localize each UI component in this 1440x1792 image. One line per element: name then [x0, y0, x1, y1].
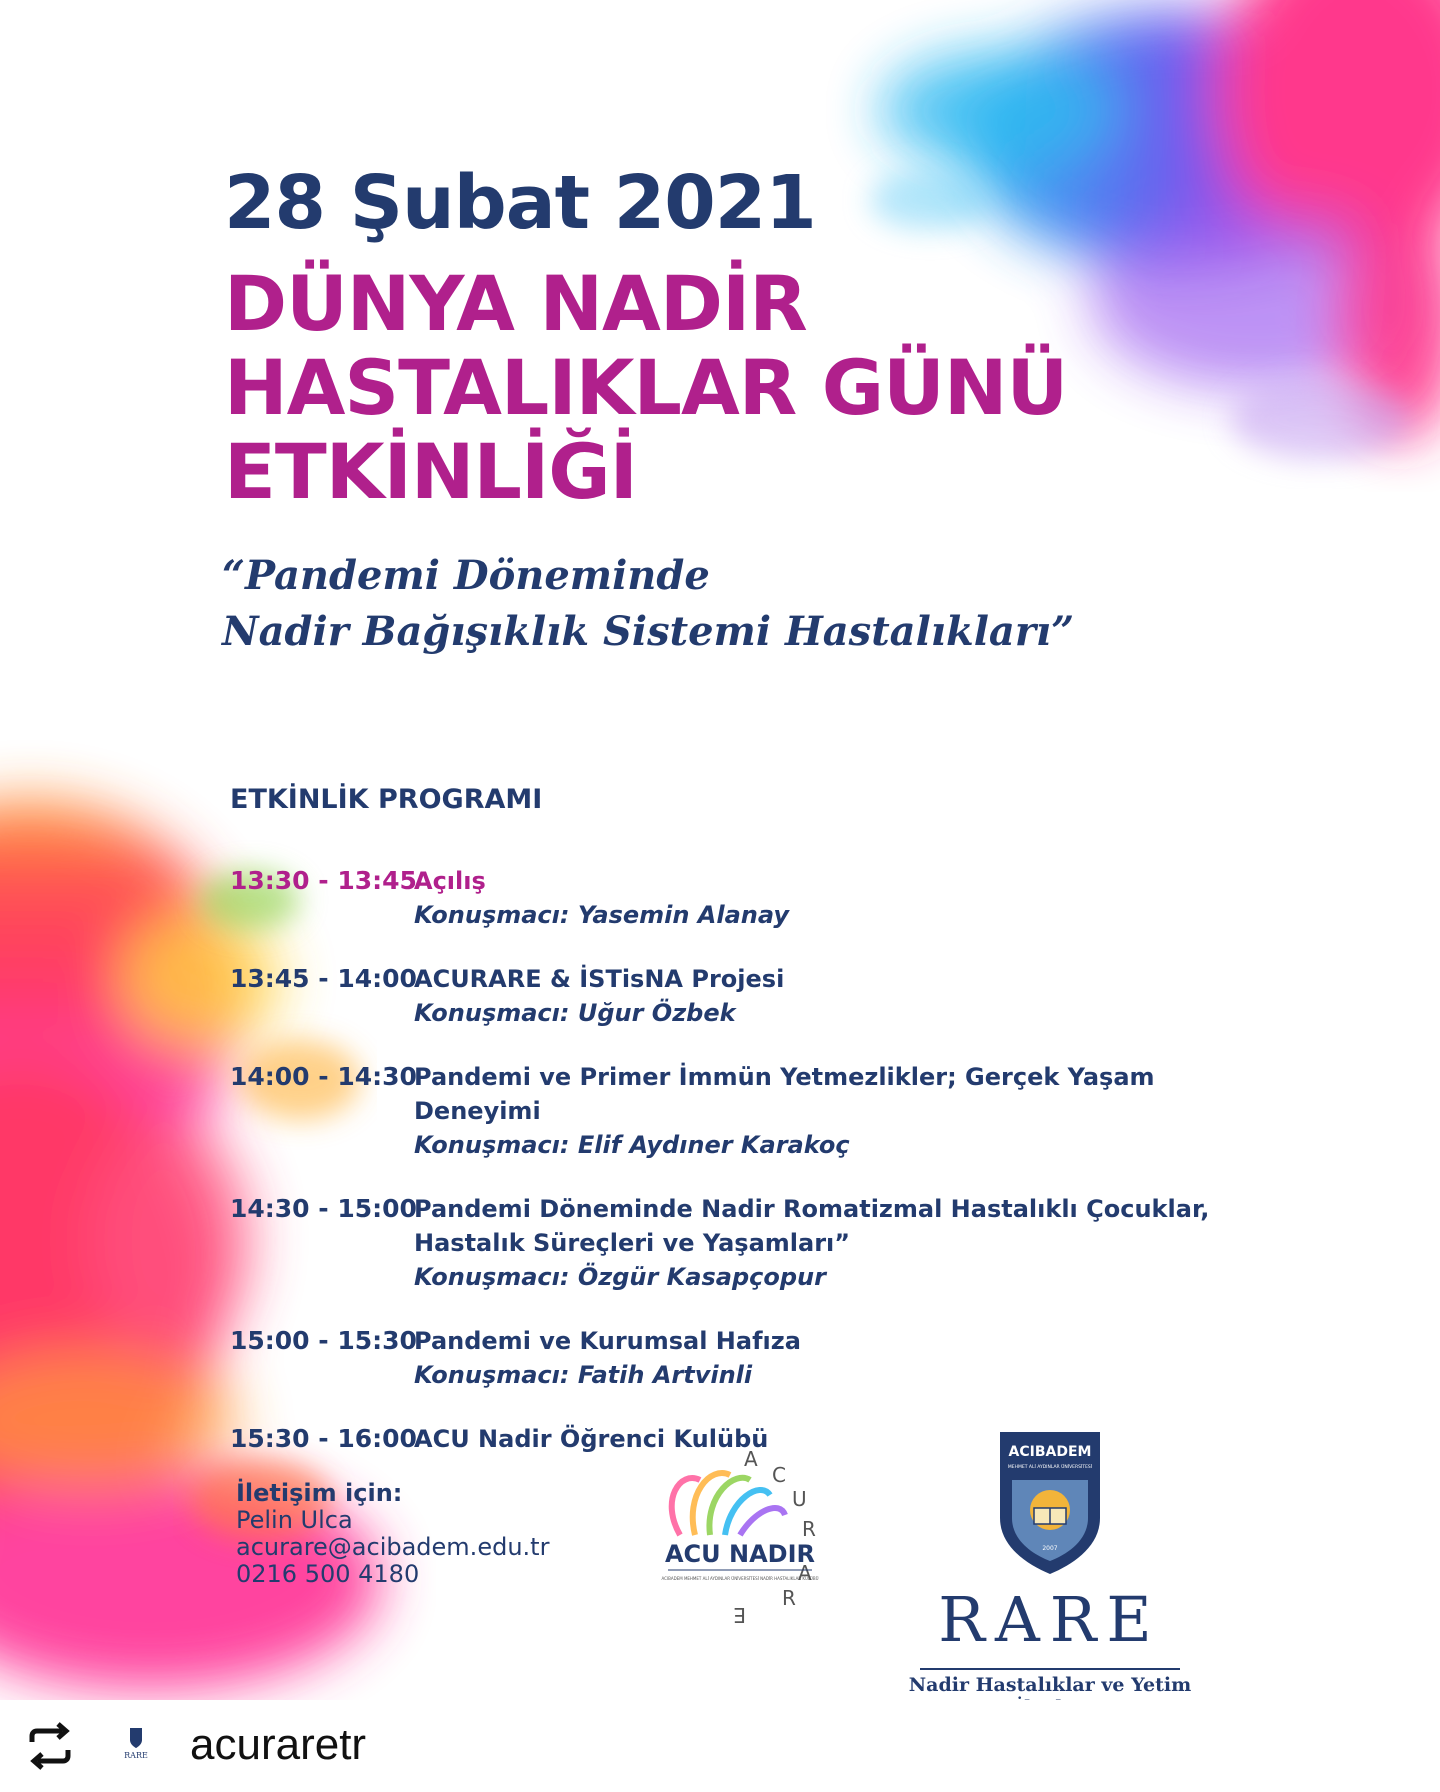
rare-logo: [880, 1428, 1220, 1708]
program-speaker: Konuşmacı: Elif Aydıner Karakoç: [414, 1131, 850, 1159]
shield-text: ACIBADEM: [1008, 1444, 1092, 1460]
program-speaker: Konuşmacı: Fatih Artvinli: [414, 1361, 753, 1389]
program-topic: Pandemi ve Kurumsal Hafıza: [414, 1327, 801, 1355]
username[interactable]: acuraretr: [190, 1720, 367, 1769]
repost-icon[interactable]: [24, 1722, 76, 1770]
acu-ring-letter: A: [744, 1447, 758, 1471]
program-topic: Açılış: [414, 867, 486, 895]
event-title-line: ETKİNLİĞİ: [224, 427, 637, 516]
contact-email: acurare@acibadem.edu.tr: [236, 1533, 550, 1561]
rare-subtitle-line: Nadir Hastalıklar ve Yetim: [908, 1674, 1192, 1696]
event-subtitle-line: Nadir Bağışıklık Sistemi Hastalıkları”: [222, 608, 1075, 655]
program-topic: Pandemi ve Primer İmmün Yetmezlikler; Gerçek Yaşam Deneyimi: [414, 1063, 1155, 1125]
program-time: 13:45 - 14:00: [230, 964, 417, 993]
program-topic: ACURARE & İSTisNA Projesi: [414, 965, 785, 993]
acu-ring-letter: E: [733, 1603, 746, 1627]
acu-logo-tagline: ACIBADEM MEHMET ALİ AYDINLAR ÜNİVERSİTESİ NADİR HASTALIKLAR KULÜBÜ: [661, 1576, 819, 1581]
shield-subtext: MEHMET ALİ AYDINLAR ÜNİVERSİTESİ: [1007, 1465, 1093, 1470]
program-item: [230, 1192, 1230, 1294]
acu-ring-letter: U: [792, 1487, 807, 1511]
program-time: 15:30 - 16:00: [230, 1424, 417, 1453]
acu-nadir-logo: [640, 1440, 840, 1640]
program-time: 15:00 - 15:30: [230, 1326, 417, 1355]
acu-ring-letter: R: [782, 1586, 796, 1610]
rare-divider: [920, 1668, 1180, 1670]
program-heading: ETKİNLİK PROGRAMI: [230, 784, 543, 815]
rare-wordmark: RARE: [938, 1583, 1162, 1656]
program-time: 13:30 - 13:45: [230, 866, 417, 895]
acu-ring-letter: R: [802, 1517, 816, 1541]
program-list: [230, 864, 1230, 1486]
program-speaker: Konuşmacı: Uğur Özbek: [414, 999, 736, 1027]
contact-heading: İletişim için:: [236, 1479, 403, 1507]
program-time: 14:00 - 14:30: [230, 1062, 417, 1091]
event-subtitle: [222, 548, 1074, 660]
program-time: 14:30 - 15:00: [230, 1194, 417, 1223]
event-title: [224, 259, 1068, 516]
program-item: [230, 1060, 1230, 1162]
event-title-line: HASTALIKLAR GÜNÜ: [224, 343, 1068, 432]
event-subtitle-line: “Pandemi Döneminde: [222, 552, 710, 599]
contact-name: Pelin Ulca: [236, 1506, 353, 1534]
acu-logo-name: ACU NADIR: [664, 1540, 816, 1568]
program-item: [230, 962, 1230, 1030]
program-topic: Pandemi Döneminde Nadir Romatizmal Hastalıklı Çocuklar,: [414, 1195, 1210, 1223]
program-item: [230, 1324, 1230, 1392]
avatar[interactable]: [116, 1726, 156, 1766]
event-title-line: DÜNYA NADİR: [224, 259, 807, 348]
post-footer: [0, 1700, 1440, 1792]
avatar-label: RARE: [124, 1751, 148, 1760]
program-speaker: Konuşmacı: Özgür Kasapçopur: [414, 1263, 826, 1291]
acu-ring-letter: A: [798, 1561, 812, 1585]
program-topic: ACU Nadir Öğrenci Kulübü: [414, 1425, 769, 1453]
shield-year: 2007: [1042, 1545, 1058, 1552]
contact-phone: 0216 500 4180: [236, 1560, 420, 1588]
program-speaker: Konuşmacı: Yasemin Alanay: [414, 901, 789, 929]
contact-info: [236, 1480, 549, 1588]
program-topic: Hastalık Süreçleri ve Yaşamları”: [414, 1229, 851, 1257]
event-date: 28 Şubat 2021: [224, 160, 816, 246]
acu-ring-letter: C: [772, 1463, 786, 1487]
program-item: [230, 864, 1230, 932]
acibadem-shield-emblem: [990, 1428, 1110, 1576]
